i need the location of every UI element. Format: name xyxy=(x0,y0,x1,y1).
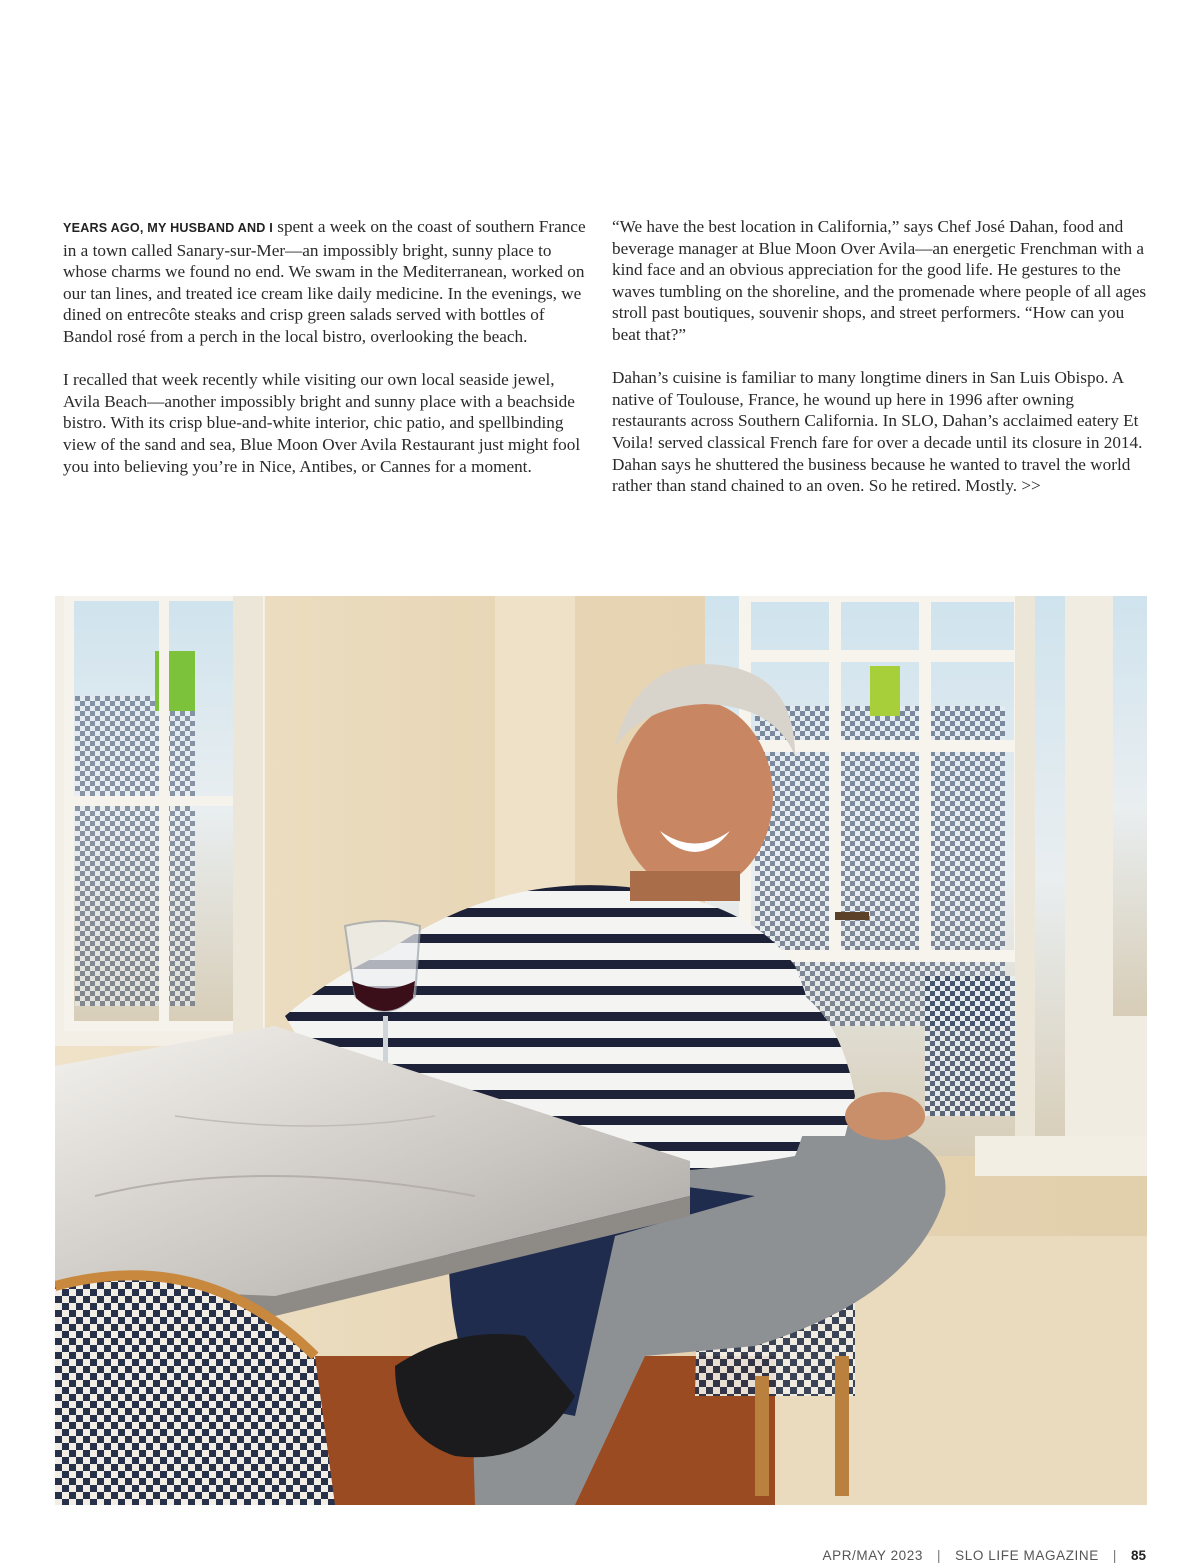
body-paragraph: Dahan’s cuisine is familiar to many longtime diners in San Luis Obispo. A native of Toulouse, France, he wound up here in 1996 after owning restaurants across Southern California. In SLO, Dahan’s acclaimed eatery Et Voila! served classical French fare for over a decade until its closure in 2014. Dahan says he shuttered the business because he wanted to travel the world rather than stand chained to an oven. So he retired. Mostly. >> xyxy=(612,368,1143,496)
magazine-name: SLO LIFE MAGAZINE xyxy=(955,1547,1099,1563)
issue-date: APR/MAY 2023 xyxy=(822,1547,924,1563)
body-paragraph: “We have the best location in California,” says Chef José Dahan, food and beverage manager at Blue Moon Over Avila—an energetic Frenchman with a kind face and an obvious appreciation for the good life. He gestures to the waves tumbling on the shoreline, and the promenade where people of all ages stroll past boutiques, souvenir shops, and street performers. “How can you beat that?” xyxy=(612,217,1147,344)
footer-separator: | xyxy=(1112,1547,1117,1563)
body-paragraph: I recalled that week recently while visiting our own local seaside jewel, Avila Beach—another impossibly bright and sunny place with a beachside bistro. With its crisp blue-and-white interior, chic patio, and spellbinding view of the sand and sea, Blue Moon Over Avila Restaurant just might fool you into believing you’re in Nice, Antibes, or Cannes for a moment. xyxy=(63,370,581,476)
intro-paragraph-text: spent a week on the coast of southern France in a town called Sanary-sur-Mer—an impossibly bright, sunny place to whose charms we found no end. We swam in the Mediterranean, worked on our tan lines, and treated ice cream like daily medicine. In the evenings, we dined on entrecôte steaks and crisp green salads served with bottles of Bandol rosé from a perch in the local bistro, overlooking the beach. xyxy=(63,217,586,346)
chef-portrait-photo xyxy=(55,596,1147,1505)
article-column-right xyxy=(612,216,1152,518)
footer-separator: | xyxy=(937,1547,942,1563)
page-number: 85 xyxy=(1130,1547,1146,1563)
intro-paragraph xyxy=(63,216,593,348)
lead-in: YEARS AGO, MY HUSBAND AND I xyxy=(63,221,273,235)
page-footer xyxy=(823,1546,1147,1564)
article-column-left xyxy=(63,216,593,499)
